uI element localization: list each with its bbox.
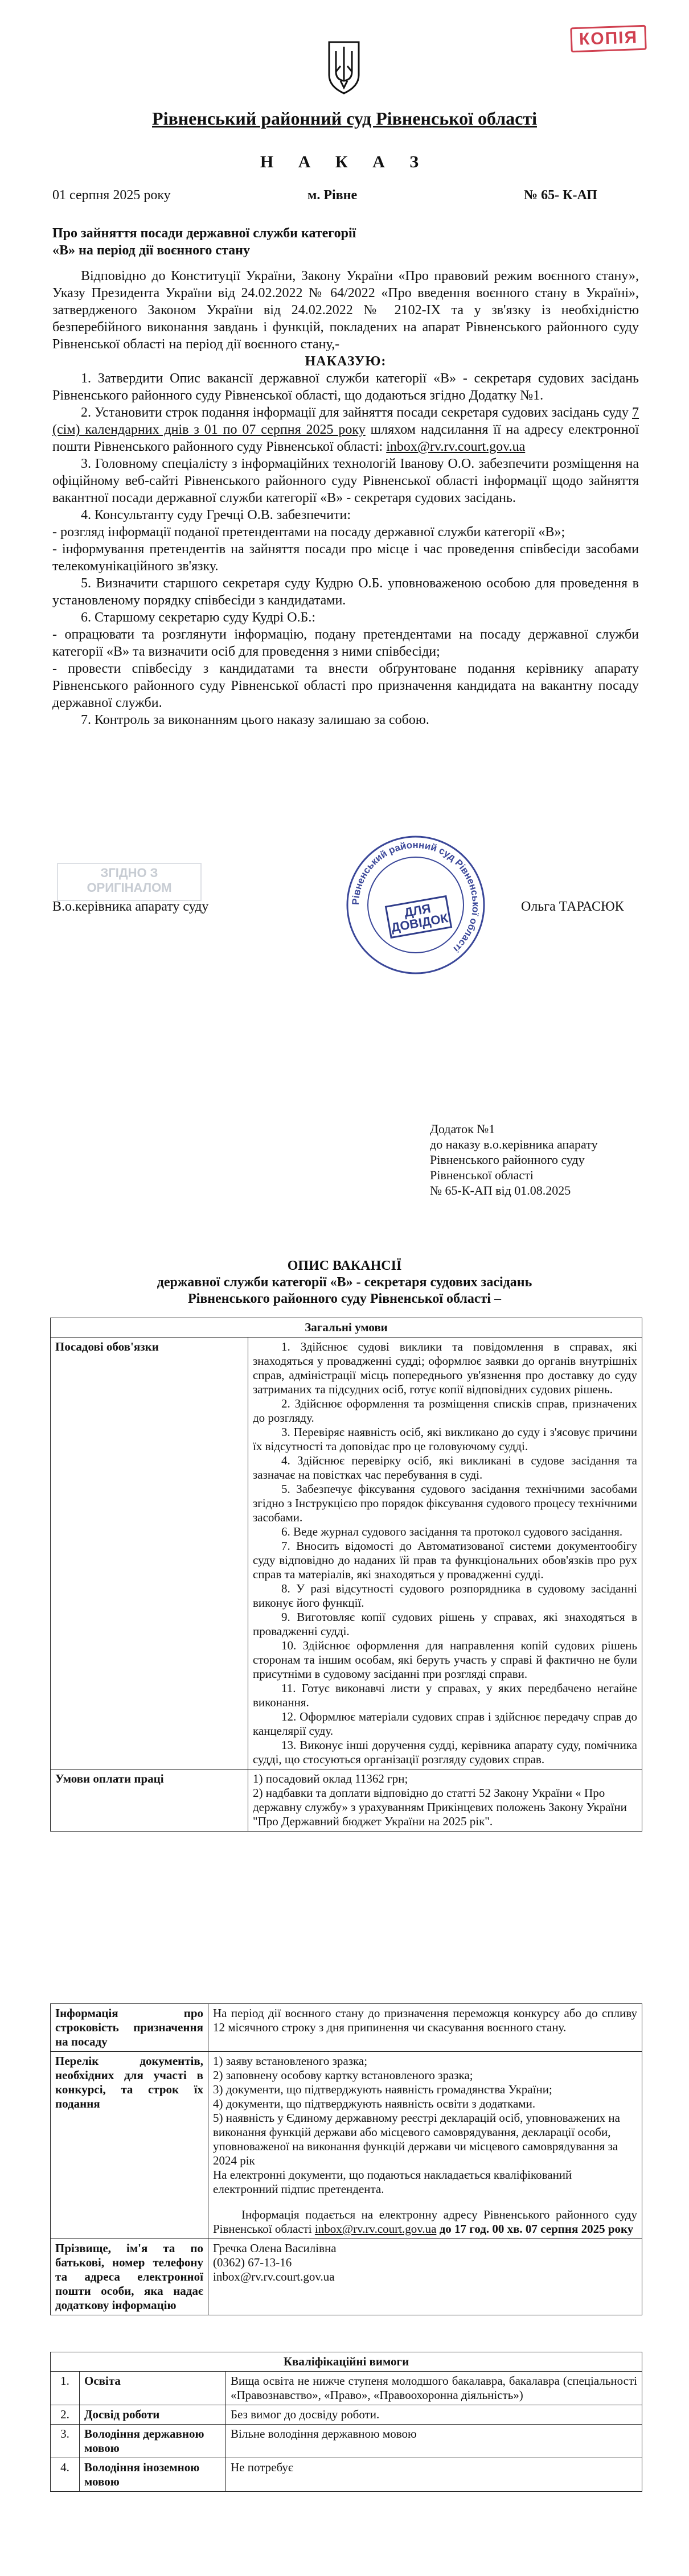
duties-cell (248, 1338, 642, 1770)
row-number: 4. (51, 2458, 80, 2492)
table-row (51, 2405, 642, 2425)
item-2-term: 7 (сім) календарних днів з 01 по 07 серпня 2025 року (52, 405, 639, 437)
table-row (51, 1770, 642, 1832)
item-4-b: - інформування претендентів на зайняття посади про місце і час проведення співбесіди засобами телекомунікаційного зв'язку. (52, 542, 639, 574)
order-number: № 65- К-АП (524, 188, 597, 203)
documents-label: Перелік документів, необхідних для участі в конкурсі, та строк їх подання (51, 2052, 208, 2239)
table-row (51, 2425, 642, 2458)
document-item: 3) документи, що підтверджують наявність громадянства України; (213, 2083, 552, 2096)
table-row (51, 1338, 642, 1770)
general-conditions-heading: Загальні умови (51, 1318, 642, 1338)
contact-email: inbox@rv.rv.court.gov.ua (213, 2270, 335, 2283)
vacancy-title-line: ОПИС ВАКАНСІЇ (287, 1258, 402, 1273)
annex-line: Рівненської області (430, 1168, 534, 1182)
item-2-text: 2. Установити строк подання інформації для зайняття посади секретаря судових засідань суду (81, 405, 629, 420)
court-title: Рівненський районний суд Рівненської області (152, 108, 537, 129)
item-2 (52, 404, 639, 455)
requirement-label: Освіта (80, 2372, 226, 2405)
duty-item: 12. Оформлює матеріали судових справ і здійснює передачу справ до канцелярії суду. (253, 1710, 637, 1738)
document-item: 5) наявність у Єдиному державному реєстрі декларацій осіб, уповноважених на виконання функцій держави або місцевого самоврядування, декларації особи, уповноваженої на виконання функцій держави чи місцевого самоврядування за 2024 рік (213, 2111, 620, 2167)
duty-item: 4. Здійснює перевірку осіб, які викликані в судове засідання та зазначає на повістках час перебування в суді. (253, 1454, 637, 1482)
duty-item: 9. Виготовляє копії судових рішень у справах, які знаходяться в провадженні судді. (253, 1610, 637, 1638)
submission-text: Інформація подається на електронну адресу Рівненського районного суду Рівненської області (213, 2208, 637, 2236)
table-row (51, 2458, 642, 2492)
duty-item: 2. Здійснює оформлення та розміщення списків справ, призначених до розгляду. (253, 1397, 637, 1425)
duty-item: 6. Веде журнал судового засідання та протокол судового засідання. (281, 1525, 623, 1538)
pay-item: 2) надбавки та доплати відповідно до статті 52 Закону України « Про державну службу» з урахуванням Прикінцевих положень Закону України "Про Державний бюджет України на 2025 рік". (253, 1786, 627, 1828)
item-4-a: - розгляд інформації поданої претендентами на посаду державної служби категорії «В»; (52, 525, 565, 540)
requirement-value: Без вимог до досвіду роботи. (226, 2405, 642, 2425)
order-body (52, 268, 639, 729)
order-title: Н А К А З (260, 153, 429, 171)
duty-item: 8. У разі відсутності судового розпорядника в судовому засіданні виконує його функції. (253, 1582, 637, 1610)
vacancy-page (0, 1076, 689, 2576)
requirement-label: Володіння іноземною мовою (80, 2458, 226, 2492)
according-to-original-stamp: ЗГІДНО З ОРИГІНАЛОМ (57, 863, 202, 901)
preamble: Відповідно до Конституції України, Закону України «Про правовий режим воєнного стану», Указу Президента України від 24.02.2022 № 64/2022 «Про введення воєнного стану в Україні», затвердженого Законом України від 24.02.2022 № 2102-IX та у зв'язку із необхідністю безперебійного виконання завдань і функцій, покладених на апарат Рівненського районного суду Рівненської області на період дії воєнного стану,- (52, 269, 639, 352)
row-number: 3. (51, 2425, 80, 2458)
annex-line: Рівненського районного суду (430, 1153, 585, 1167)
vacancy-title-line: державної служби категорії «В» - секретаря судових засідань (157, 1275, 532, 1290)
table-row (51, 2004, 642, 2052)
contact-phone: (0362) 67-13-16 (213, 2256, 292, 2269)
duty-item: 10. Здійснює оформлення для направлення копій судових рішень сторонам та іншим особам, які беруть участь у справі й фактично не були присутніми в судовому засіданні при розгляді справи. (253, 1639, 637, 1681)
requirement-value: Не потребує (226, 2458, 642, 2492)
annex-line: № 65-К-АП від 01.08.2025 (430, 1183, 571, 1198)
submission-email-link[interactable]: inbox@rv.rv.court.gov.ua (314, 2222, 437, 2236)
requirement-value: Вільне володіння державною мовою (226, 2425, 642, 2458)
contact-cell (208, 2239, 642, 2315)
coat-of-arms-icon (326, 40, 362, 94)
documents-cell (208, 2052, 642, 2239)
document-item: 1) заяву встановленого зразка; (213, 2054, 368, 2068)
item-1: 1. Затвердити Опис вакансії державної служби категорії «В» - секретаря судових засідань Рівненського районного суду Рівненської області, що додаються згідно Додатку №1. (52, 371, 639, 403)
vacancy-title-line: Рівненського районного суду Рівненської області – (188, 1291, 501, 1306)
item-6-b: - провести співбесіду з кандидатами та внести обґрунтоване подання керівнику апарату Рівненського районного суду Рівненської області про призначення кандидата на вакантну посаду державної служби. (52, 661, 639, 710)
term-cell: На період дії воєнного стану до призначення переможця конкурсу або до спливу 12 місячного строку з дня припинення чи скасування воєнного стану. (208, 2004, 642, 2052)
table-row (51, 1318, 642, 1338)
general-conditions-table (50, 1318, 642, 1832)
requirement-label: Досвід роботи (80, 2405, 226, 2425)
row-number: 1. (51, 2372, 80, 2405)
qualification-heading: Кваліфікаційні вимоги (51, 2352, 642, 2372)
item-6: 6. Старшому секретарю суду Кудрі О.Б.: (81, 610, 315, 625)
signatory-name: Ольга ТАРАСЮК (521, 899, 624, 914)
document-item: 4) документи, що підтверджують наявність освіти з додатками. (213, 2097, 536, 2110)
term-label: Інформація про строковість призначення на посаду (51, 2004, 208, 2052)
order-page (0, 0, 689, 1076)
row-number: 2. (51, 2405, 80, 2425)
duty-item: 13. Виконує інші доручення судді, керівника апарату суду, помічника судді, що стосуються організації розгляду судових справ. (253, 1738, 637, 1766)
document-item: 2) заповнену особову картку встановленого зразка; (213, 2068, 473, 2082)
order-subject: Про зайняття посади державної служби категорії «В» на період дії воєнного стану (52, 226, 356, 258)
item-5: 5. Визначити старшого секретаря суду Кудрю О.Б. уповноваженою особою для проведення в установленому порядку співбесіди з кандидатами. (52, 576, 639, 608)
copy-stamp: КОПІЯ (570, 25, 647, 53)
duty-item: 1. Здійснює судові виклики та повідомлення в справах, які знаходяться у провадженні судді; оформлює заявки до органів внутрішніх справ, адміністрації місць попереднього ув'язнення про доставку до суду затриманих та підсудних осіб, готує копії відповідних судових рішень. (253, 1340, 637, 1396)
contact-label: Прізвище, ім'я та по батькові, номер телефону та адреса електронної пошти особи, яка надає додаткову інформацію (51, 2239, 208, 2315)
table-row (51, 2352, 642, 2372)
requirement-value: Вища освіта не нижче ступеня молодшого бакалавра, бакалавра (спеціальності «Правознавство», «Право», «Правоохоронна діяльність») (226, 2372, 642, 2405)
document-item: На електронні документи, що подаються накладається кваліфікований електронний підпис претендента. (213, 2168, 572, 2196)
duty-item: 7. Вносить відомості до Автоматизованої системи документообігу суду відповідно до наданих їй прав та функціональних обов'язків про рух справ та матеріалів, які знаходяться у провадженні судді. (253, 1539, 637, 1581)
submission-info (213, 2208, 637, 2236)
order-city: м. Рівне (307, 188, 358, 203)
order-date: 01 серпня 2025 року (52, 188, 171, 203)
submission-deadline: до 17 год. 00 хв. 07 серпня 2025 року (439, 2222, 634, 2236)
vacancy-title (0, 1258, 689, 1307)
item-2-email-link[interactable]: inbox@rv.rv.court.gov.ua (386, 439, 526, 454)
duty-item: 3. Перевіряє наявність осіб, які викликано до суду і з'ясовує причини їх відсутності та доповідає про це головуючому судді. (253, 1425, 637, 1453)
duty-item: 5. Забезпечує фіксування судового засідання технічними засобами згідно з Інструкцією про порядок фіксування судового процесу технічними засобами. (253, 1482, 637, 1524)
order-word: НАКАЗУЮ: (305, 354, 387, 369)
contact-name: Гречка Олена Василівна (213, 2241, 337, 2255)
application-info-table (50, 2003, 642, 2315)
for-references-stamp: ДЛЯ ДОВІДОК (385, 895, 452, 939)
item-3: 3. Головному спеціалісту з інформаційних технологій Іванову О.О. забезпечити розміщення на офіційному веб-сайті Рівненського районного суду Рівненської області інформації щодо зайняття вакантної посади державної служби категорії «В» - секретаря судових засідань. (52, 456, 639, 505)
seal-ring-text: Рівненський районний суд Рівненської області (350, 839, 482, 954)
annex-reference (430, 1121, 658, 1198)
annex-line: Додаток №1 (430, 1122, 495, 1136)
annex-line: до наказу в.о.керівника апарату (430, 1137, 598, 1151)
item-2-text-b: шляхом надсилання її на адресу електронної пошти Рівненського районного суду Рівненської області: (52, 422, 639, 454)
item-4: 4. Консультанту суду Гречці О.В. забезпечити: (81, 508, 351, 522)
duty-item: 11. Готує виконавчі листи у справах, у яких передбачено негайне виконання. (253, 1681, 637, 1709)
item-7: 7. Контроль за виконанням цього наказу залишаю за собою. (81, 713, 429, 727)
table-row (51, 2239, 642, 2315)
table-row (51, 2372, 642, 2405)
pay-cell (248, 1770, 642, 1832)
pay-item: 1) посадовий оклад 11362 грн; (253, 1772, 408, 1785)
item-6-a: - опрацювати та розглянути інформацію, подану претендентами на посаду державної служби категорії «В» та визначити осіб для проведення з ними співбесіди; (52, 627, 639, 659)
signatory-role: В.о.керівника апарату суду (52, 899, 209, 914)
duties-label: Посадові обов'язки (51, 1338, 248, 1770)
table-row (51, 2052, 642, 2239)
pay-label: Умови оплати праці (51, 1770, 248, 1832)
requirement-label: Володіння державною мовою (80, 2425, 226, 2458)
qualification-table (50, 2352, 642, 2492)
